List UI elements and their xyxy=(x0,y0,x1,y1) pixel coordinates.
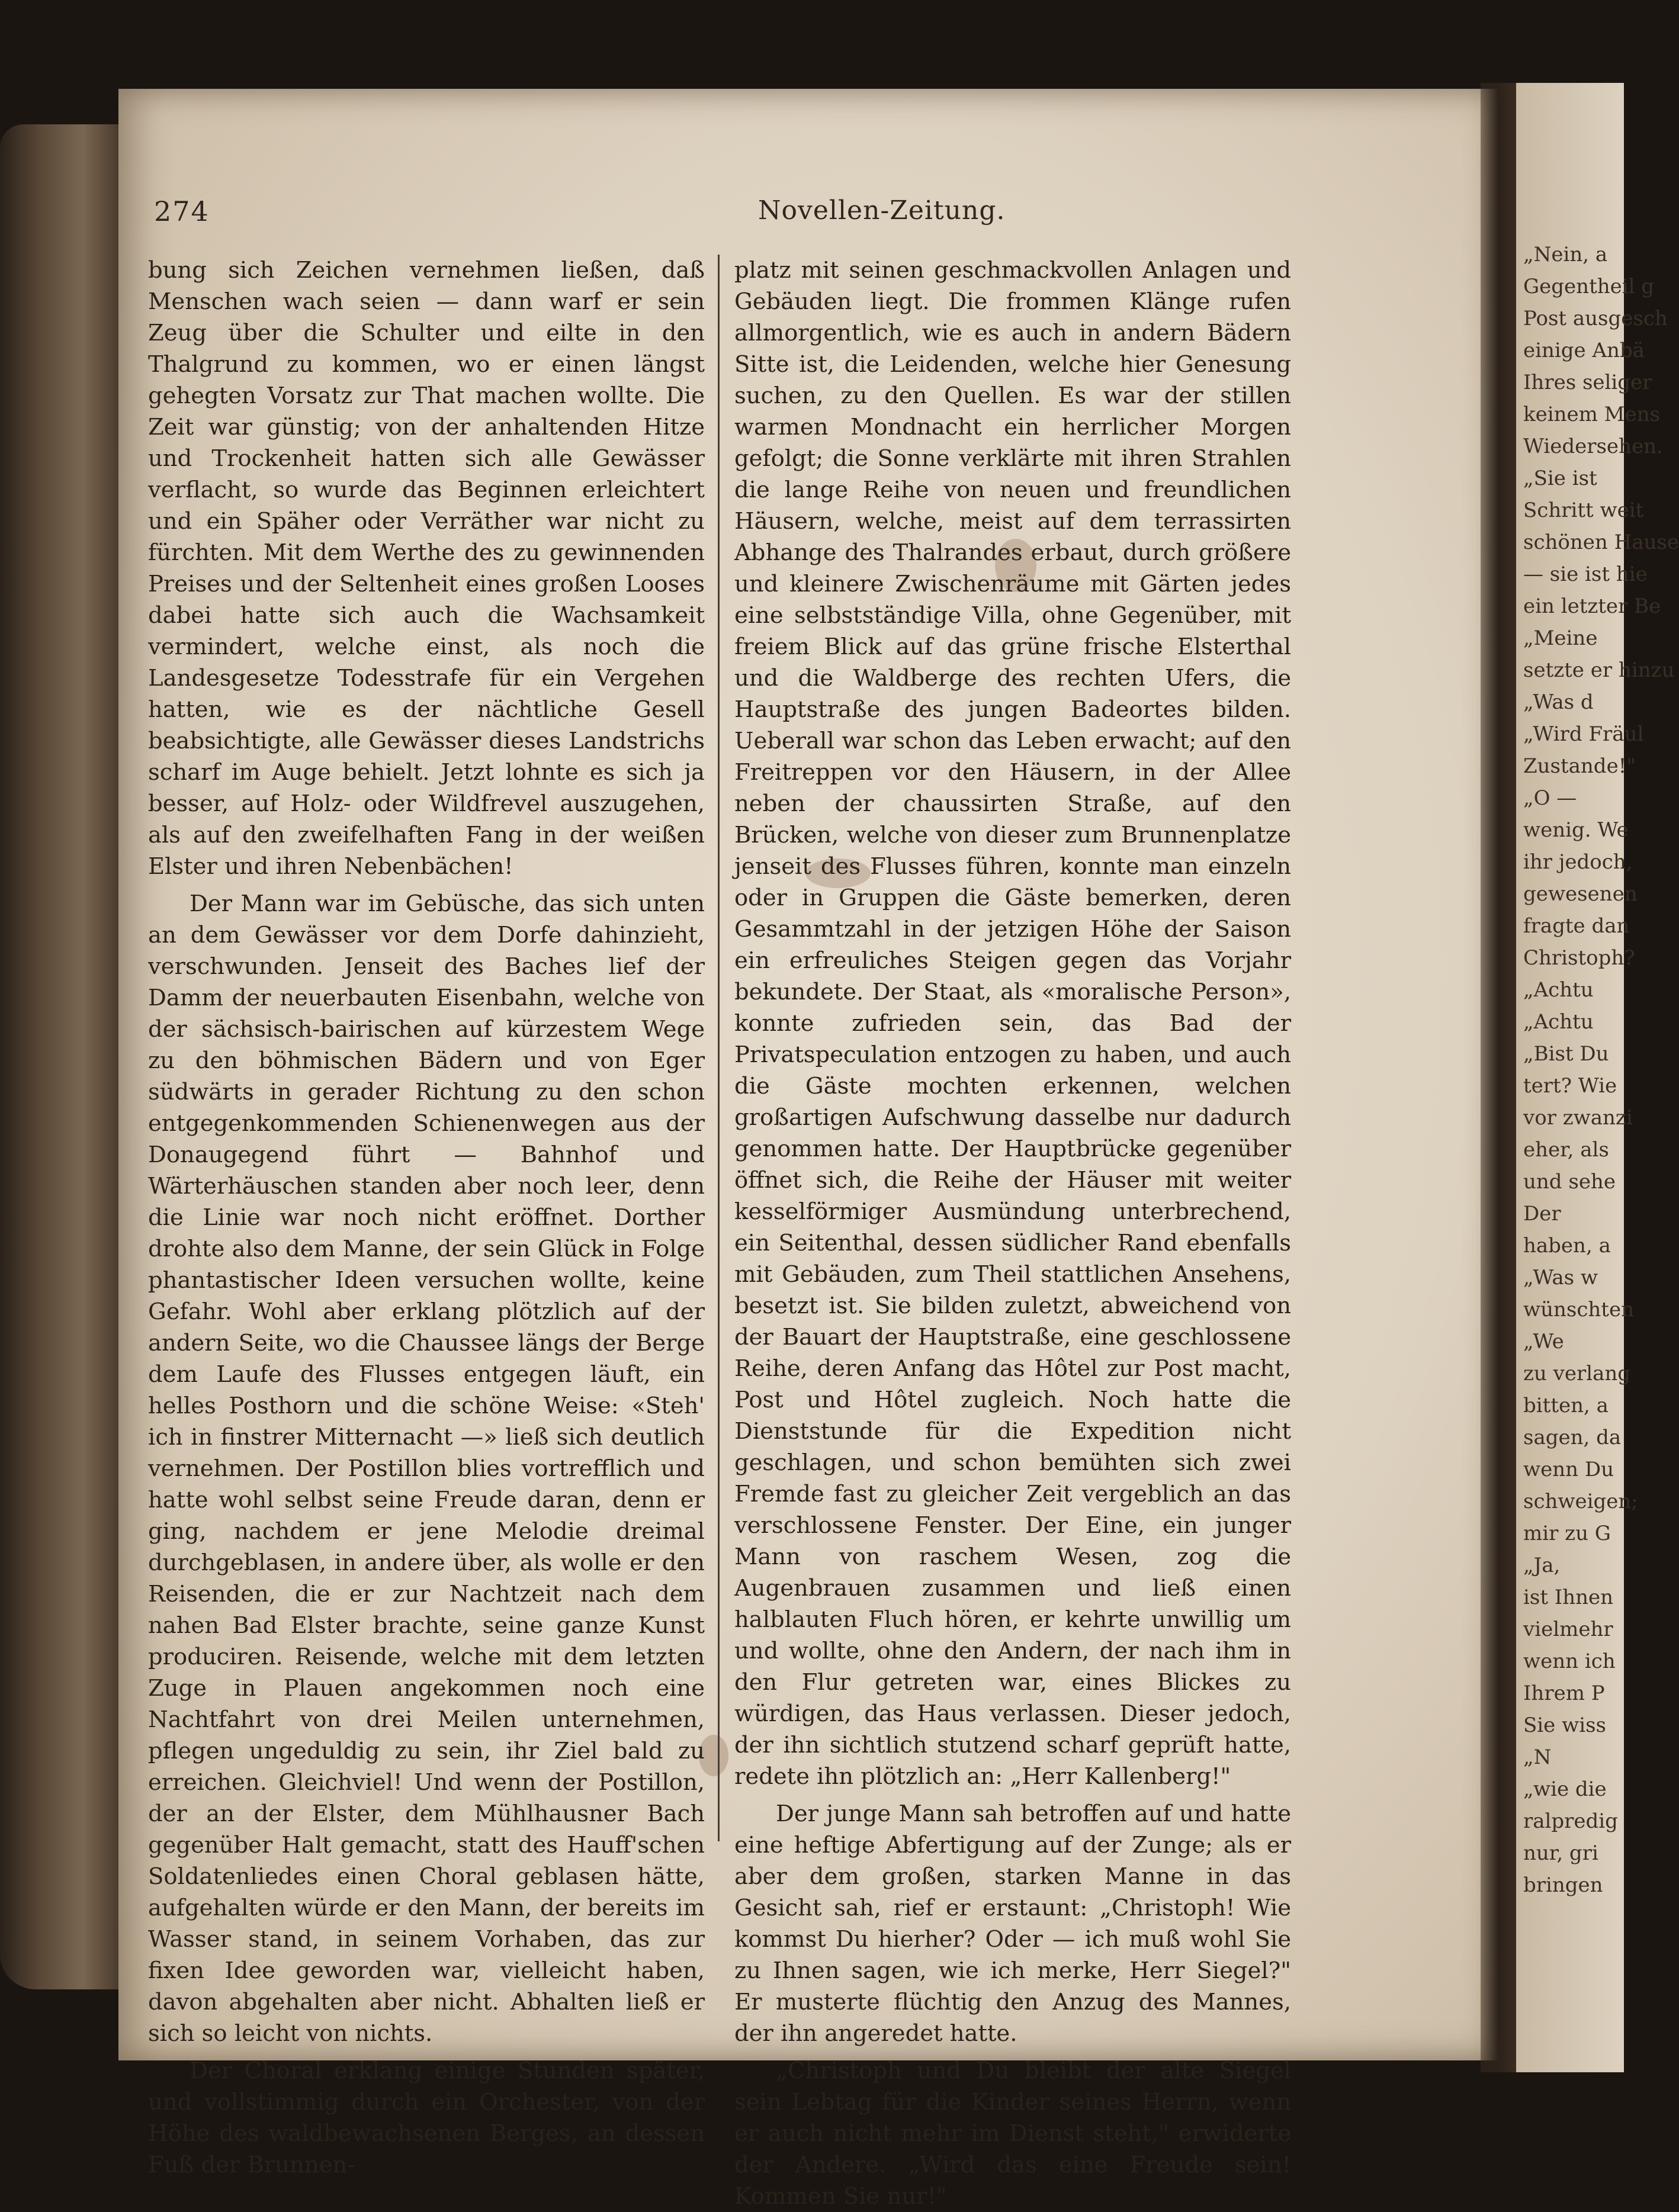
next-page-fragment: Sie wiss xyxy=(1523,1713,1606,1737)
next-page-fragment: „Achtu xyxy=(1523,1010,1594,1034)
next-page-fragment: — sie ist hie xyxy=(1523,562,1648,586)
next-page-fragment: schweigen; xyxy=(1523,1490,1638,1513)
next-page-fragment: wenig. We xyxy=(1523,818,1629,842)
next-page-fragment: „O — xyxy=(1523,786,1577,810)
paragraph: platz mit seinen geschmackvollen Anlagen und Gebäuden liegt. Die frommen Klänge rufen allmorgentlich, wie es auch in andern Bädern Sitte ist, die Leidenden, welche hier Genesung suchen, zu den Quellen. Es war der stillen warmen Mondnacht ein herrlicher Morgen gefolgt; die Sonne verklärte mit ihren Strahlen die lange Reihe von neuen und freundlichen Häusern, welche, meist auf dem terrassirten Abhange des Thalrandes erbaut, durch größere und kleinere Zwischenräume mit Gärten jedes eine selbstständige Villa, ohne Gegenüber, mit freiem Blick auf das grüne frische Elsterthal und die Waldberge des rechten Ufers, die Hauptstraße des jungen Badeortes bilden. Ueberall war schon das Leben erwacht; auf den Freitreppen vor den Häusern, in der Allee neben der chaussirten Straße, auf den Brücken, welche von dieser zum Brunnenplatze jenseit des Flusses führen, konnte man einzeln oder in Gruppen die Gäste bemerken, deren Gesammtzahl in der jetzigen Höhe der Saison ein erfreuliches Steigen gegen das Vorjahr bekundete. Der Staat, als «moralische Person», konnte zufrieden sein, das Bad der Privatspeculation entzogen zu haben, und auch die Gäste mochten erkennen, welchen großartigen Aufschwung dasselbe nur dadurch genommen hatte. Der Hauptbrücke gegenüber öffnet sich, die Reihe der Häuser mit weiter kesselförmiger Ausmündung unterbrechend, ein Seitenthal, dessen südlicher Rand ebenfalls mit Gebäuden, zum Theil stattlichen Ansehens, besetzt ist. Sie bilden zuletzt, abweichend von der Bauart der Hauptstraße, eine geschlossene Reihe, deren Anfang das Hôtel zur Post macht, Post und Hôtel zugleich. Noch hatte die Dienststunde für die Expedition nicht geschlagen, und schon bemühten sich zwei Fremde fast zu gleicher Zeit vergeblich an das verschlossene Fenster. Der Eine, ein junger Mann von raschem Wesen, zog die Augenbrauen zusammen und ließ einen halblauten Fluch hören, er kehrte unwillig um und wollte, ohne den Andern, der nach ihm in den Flur getreten war, eines Blickes zu würdigen, das Haus verlassen. Dieser jedoch, der ihn sichtlich stutzend scharf geprüft hatte, redete ihn plötzlich an: „Herr Kallenberg!" xyxy=(734,257,1291,1790)
next-page-fragment: „Was d xyxy=(1523,690,1594,714)
next-page-fragment: „Sie ist xyxy=(1523,467,1597,490)
book-edge xyxy=(0,124,118,1989)
next-page-fragment: Ihres seliger xyxy=(1523,371,1652,394)
next-page-fragment: Der xyxy=(1523,1202,1561,1226)
next-page-fragment: bitten, a xyxy=(1523,1394,1609,1417)
next-page-fragment: „Ja, xyxy=(1523,1554,1561,1577)
next-page-fragment: „Wird Fräul xyxy=(1523,722,1644,746)
paragraph: Der junge Mann sah betroffen auf und hatte eine heftige Abfertigung auf der Zunge; als er aber dem großen, starken Manne in das Gesicht sah, rief er erstaunt: „Christoph! Wie kommst Du hierher? Oder — ich muß wohl Sie zu Ihnen sagen, wie ich merke, Herr Siegel?" Er musterte flüchtig den Anzug des Mannes, der ihn angeredet hatte. xyxy=(734,1801,1291,2047)
next-page-fragment: Post ausgesch xyxy=(1523,307,1668,330)
right-column xyxy=(734,255,1291,2212)
next-page-fragment: „wie die xyxy=(1523,1777,1607,1801)
next-page-edge xyxy=(1516,83,1679,2072)
paragraph: bung sich Zeichen vernehmen ließen, daß Menschen wach seien — dann warf er sein Zeug über die Schulter und eilte in den Thalgrund zu kommen, wo er einen längst gehegten Vorsatz zur That machen wollte. Die Zeit war günstig; von der anhaltenden Hitze und Trockenheit hatten sich alle Gewässer verflacht, so wurde das Beginnen erleichtert und ein Späher oder Verräther war nicht zu fürchten. Mit dem Werthe des zu gewinnenden Preises und der Seltenheit eines großen Looses dabei hatte sich auch die Wachsamkeit vermindert, welche einst, als noch die Landesgesetze Todesstrafe für ein Vergehen hatten, wie es der nächtliche Gesell beabsichtigte, alle Gewässer dieses Landstrichs scharf im Auge behielt. Jetzt lohnte es sich ja besser, auf Holz- oder Wildfrevel auszugehen, als auf den zweifelhaften Fang in der weißen Elster und ihren Nebenbächen! xyxy=(148,257,705,880)
next-page-fragment: Ihrem P xyxy=(1523,1681,1605,1705)
left-column xyxy=(148,255,705,2181)
next-page-fragment: und sehe xyxy=(1523,1170,1616,1194)
next-page-fragment: tert? Wie xyxy=(1523,1074,1617,1098)
next-page-fragment: ralpredig xyxy=(1523,1809,1618,1833)
next-page-fragment: schönen Hause xyxy=(1523,531,1679,554)
gutter xyxy=(1481,83,1516,2072)
next-page-fragment: „We xyxy=(1523,1330,1564,1353)
column-rule xyxy=(718,255,720,1841)
next-page-fragment: Zustande!" xyxy=(1523,754,1636,778)
next-page-fragment: haben, a xyxy=(1523,1234,1611,1258)
next-page-fragment: vor zwanzi xyxy=(1523,1106,1633,1130)
page-number: 274 xyxy=(154,195,210,227)
next-page-fragment: wenn ich xyxy=(1523,1650,1616,1673)
next-page-fragment: keinem Mens xyxy=(1523,403,1660,426)
next-page-fragment: mir zu G xyxy=(1523,1522,1611,1545)
next-page-fragment: einige Anbä xyxy=(1523,339,1645,362)
next-page-fragment: ein letzter Be xyxy=(1523,594,1661,618)
page-header xyxy=(0,195,1624,231)
next-page-fragment: nur, gri xyxy=(1523,1841,1598,1865)
next-page-fragment: eher, als xyxy=(1523,1138,1609,1162)
next-page-fragment: „N xyxy=(1523,1745,1552,1769)
next-page-fragment: fragte dan xyxy=(1523,914,1630,938)
next-page-fragment: ihr jedoch, xyxy=(1523,850,1633,874)
paragraph: Der Choral erklang einige Stunden später, und vollstimmig durch ein Orchester, von der Höhe des waldbewachsenen Berges, an dessen Fuß der Brunnen- xyxy=(148,2057,705,2178)
next-page-fragment: gewesenen xyxy=(1523,882,1638,906)
next-page-fragment: Wiedersehen. xyxy=(1523,435,1663,458)
next-page-fragment: sagen, da xyxy=(1523,1426,1622,1449)
next-page-fragment: „Achtu xyxy=(1523,978,1594,1002)
next-page-fragment: „Meine xyxy=(1523,626,1598,650)
running-head: Novellen-Zeitung. xyxy=(758,195,1006,226)
next-page-fragment: bringen xyxy=(1523,1873,1603,1897)
next-page-fragment: ist Ihnen xyxy=(1523,1586,1614,1609)
next-page-fragment: „Bist Du xyxy=(1523,1042,1609,1066)
next-page-fragment: vielmehr xyxy=(1523,1618,1613,1641)
next-page-fragment: wünschten xyxy=(1523,1298,1634,1322)
paragraph: „Christoph und Du bleibt der alte Siegel sein Lebtag für die Kinder seines Herrn, wenn er auch nicht mehr im Dienst steht," erwiderte der Andere. „Wird das eine Freude sein! Kommen Sie nur!" xyxy=(734,2057,1291,2210)
next-page-fragment: Schritt weit xyxy=(1523,499,1644,522)
next-page-fragment: zu verlang xyxy=(1523,1362,1631,1385)
next-page-fragment: „Nein, a xyxy=(1523,243,1608,266)
next-page-fragment: Gegentheil g xyxy=(1523,275,1655,298)
paragraph: Der Mann war im Gebüsche, das sich unten an dem Gewässer vor dem Dorfe dahinzieht, verschwunden. Jenseit des Baches lief der Damm der neuerbauten Eisenbahn, welche von der sächsisch-bairischen auf kürzestem Wege zu den böhmischen Bädern und von Eger südwärts in gerader Richtung zu den schon entgegenkommenden Schienenwegen aus der Donaugegend führt — Bahnhof und Wärterhäuschen standen aber noch leer, denn die Linie war noch nicht eröffnet. Dorther drohte also dem Manne, der sein Glück in Folge phantastischer Ideen versuchen wollte, keine Gefahr. Wohl aber erklang plötzlich auf der andern Seite, wo die Chaussee längs der Berge dem Laufe des Flusses entgegen läuft, ein helles Posthorn und die schöne Weise: «Steh' ich in finstrer Mitternacht —» ließ sich deutlich vernehmen. Der Postillon blies vortrefflich und hatte wohl selbst seine Freude daran, denn er ging, nachdem er jene Melodie dreimal durchgeblasen, in andere über, als wolle er den Reisenden, die er zur Nachtzeit nach dem nahen Bad Elster brachte, seine ganze Kunst produciren. Reisende, welche mit dem letzten Zuge in Plauen angekommen noch eine Nachtfahrt von drei Meilen unternehmen, pflegen ungeduldig zu sein, ihr Ziel bald zu erreichen. Gleichviel! Und wenn der Postillon, der an der Elster, dem Mühlhausner Bach gegenüber Halt gemacht, statt des Hauff'schen Soldatenliedes einen Choral geblasen hätte, aufgehalten würde er den Mann, der bereits im Wasser stand, in seinem Vorhaben, das zur fixen Idee geworden war, vielleicht haben, davon abgehalten aber nicht. Abhalten ließ er sich so leicht von nichts. xyxy=(148,890,705,2047)
next-page-fragment: setzte er hinzu xyxy=(1523,658,1675,682)
next-page-fragment: „Was w xyxy=(1523,1266,1598,1290)
next-page-fragment: Christoph? xyxy=(1523,946,1635,970)
next-page-fragment: wenn Du xyxy=(1523,1458,1614,1481)
